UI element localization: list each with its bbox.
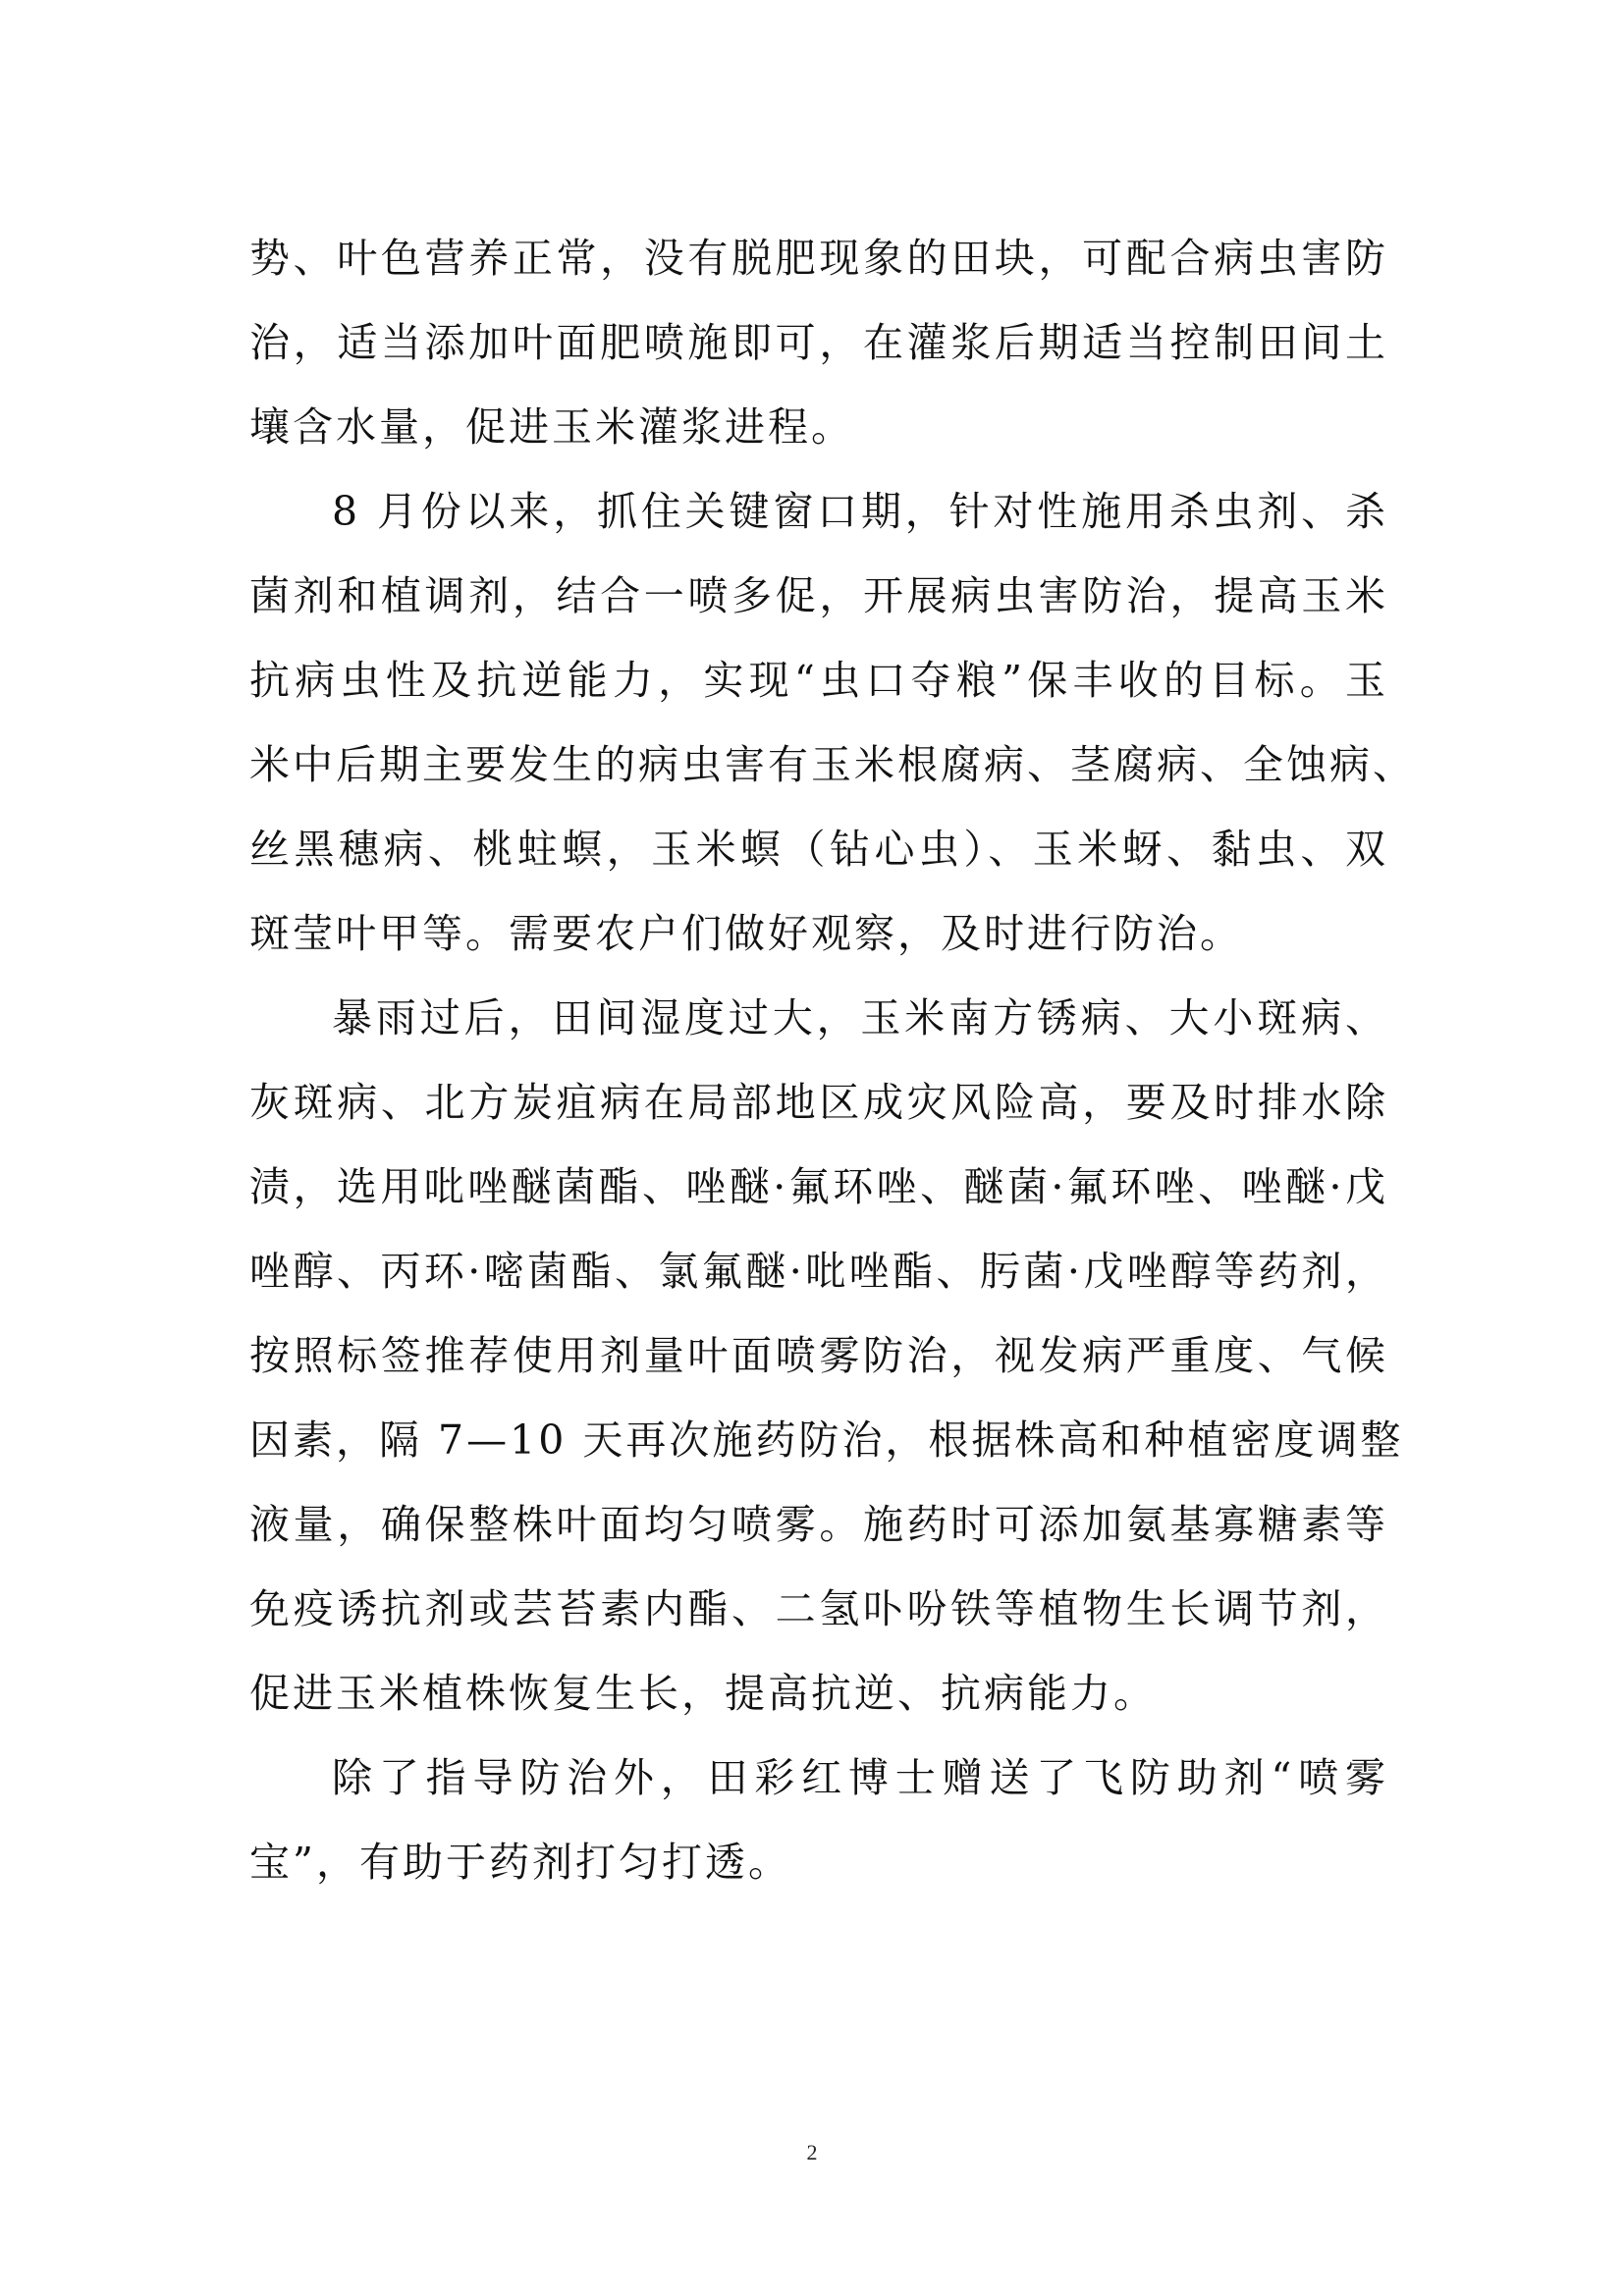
text-line: 壤含水量，促进玉米灌浆进程。 — [249, 403, 854, 451]
paragraph-3 — [249, 976, 1404, 1735]
text-line: 灰斑病、北方炭疽病在局部地区成灾风险高，要及时排水除 — [249, 1079, 1388, 1126]
text-line: 因素，隔 7—10 天再次施药防治，根据株高和种植密度调整 — [249, 1416, 1404, 1464]
text-line: 除了指导防治外，田彩红博士赠送了飞防助剂“喷雾 — [332, 1754, 1388, 1801]
text-line: 菌剂和植调剂，结合一喷多促，开展病虫害防治，提高玉米 — [249, 572, 1388, 619]
text-line: 促进玉米植株恢复生长，提高抗逆、抗病能力。 — [249, 1670, 1157, 1717]
text-line: 按照标签推荐使用剂量叶面喷雾防治，视发病严重度、气候 — [249, 1332, 1388, 1379]
text-line: 治，适当添加叶面肥喷施即可，在灌浆后期适当控制田间土 — [249, 319, 1388, 366]
paragraph-1 — [249, 216, 1388, 469]
text-line: 渍，选用吡唑醚菌酯、唑醚·氟环唑、醚菌·氟环唑、唑醚·戊 — [249, 1163, 1388, 1210]
text-line: 液量，确保整株叶面均匀喷雾。施药时可添加氨基寡糖素等 — [249, 1501, 1388, 1548]
text-line: 唑醇、丙环·嘧菌酯、氯氟醚·吡唑酯、肟菌·戊唑醇等药剂， — [249, 1248, 1388, 1295]
paragraph-4 — [249, 1735, 1388, 1904]
text-line: 8 月份以来，抓住关键窗口期，针对性施用杀虫剂、杀 — [332, 488, 1388, 535]
document-body — [249, 216, 1416, 1904]
text-line: 暴雨过后，田间湿度过大，玉米南方锈病、大小斑病、 — [332, 994, 1388, 1041]
text-line: 斑莹叶甲等。需要农户们做好观察，及时进行防治。 — [249, 910, 1243, 957]
paragraph-2 — [249, 469, 1416, 976]
text-line: 抗病虫性及抗逆能力，实现“虫口夺粮”保丰收的目标。玉 — [249, 657, 1388, 704]
text-line: 势、叶色营养正常，没有脱肥现象的田块，可配合病虫害防 — [249, 235, 1388, 282]
text-line: 丝黑穗病、桃蛀螟，玉米螟（钻心虫）、玉米蚜、黏虫、双 — [249, 826, 1388, 873]
page-number: 2 — [806, 2140, 818, 2164]
text-line: 宝”，有助于药剂打匀打透。 — [249, 1839, 791, 1886]
text-line: 免疫诱抗剂或芸苔素内酯、二氢卟吩铁等植物生长调节剂， — [249, 1585, 1388, 1632]
text-line: 米中后期主要发生的病虫害有玉米根腐病、茎腐病、全蚀病、 — [249, 741, 1416, 788]
